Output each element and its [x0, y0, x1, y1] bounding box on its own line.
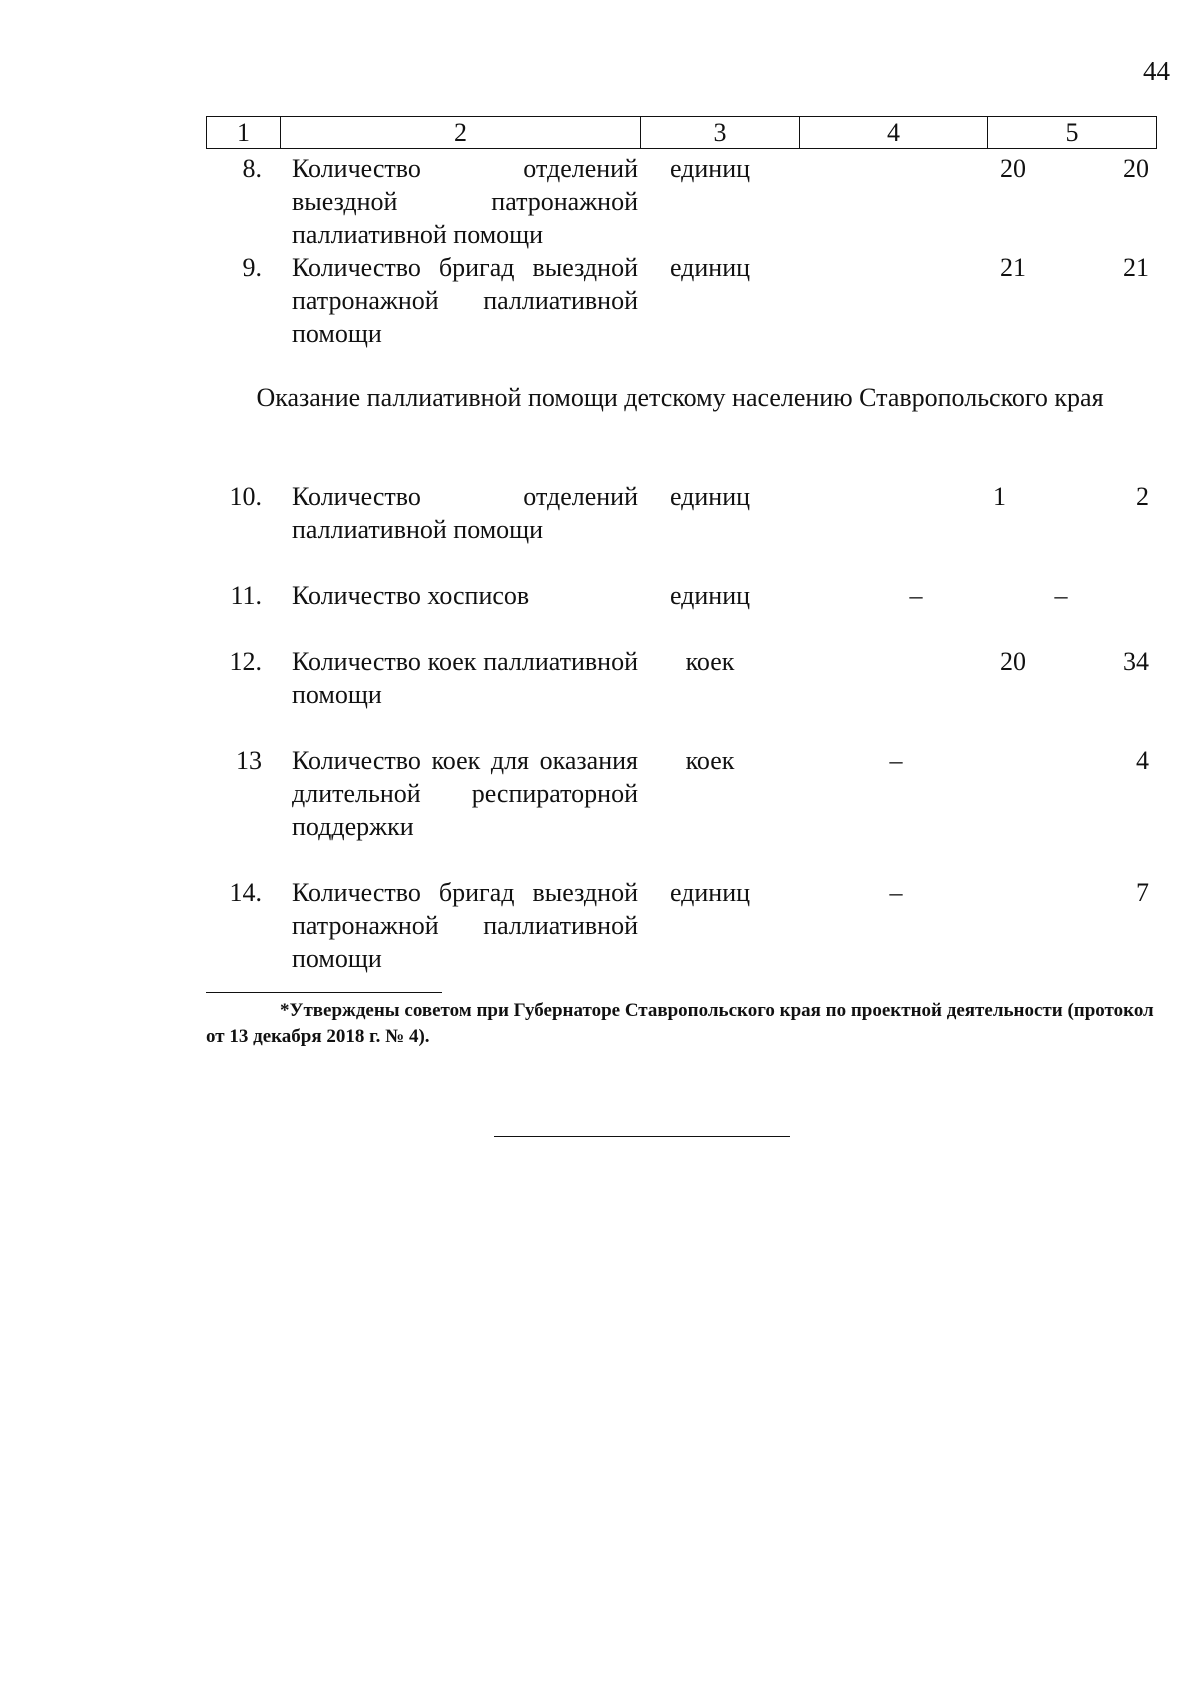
row-value-col5: 7 [1136, 878, 1149, 907]
row-description: Количество отделений выездной патронажной паллиативной помощи [292, 154, 638, 249]
column-header-5: 5 [1065, 117, 1079, 147]
row-unit: единиц [669, 581, 751, 610]
footnote [206, 998, 1164, 1050]
section-heading: Оказание паллиативной помощи детскому населению Ставропольского края [256, 383, 1104, 412]
footnote-separator [206, 992, 442, 993]
row-value-col4: 20 [1000, 647, 1026, 676]
row-value-col4: 1 [993, 482, 1006, 511]
row-number: 14. [229, 878, 262, 907]
row-value-col4: – [909, 581, 923, 610]
column-header-1: 1 [207, 117, 281, 148]
row-unit: единиц [669, 878, 751, 907]
end-of-section-rule [494, 1136, 790, 1137]
footnote-line-2: от 13 декабря 2018 г. № 4). [206, 1026, 430, 1047]
column-header-3: 3 [641, 117, 800, 148]
row-unit: коек [685, 746, 735, 775]
row-value-col5: 20 [1123, 154, 1149, 183]
footnote-line-1: *Утверждены советом при Губернаторе Ставропольского края по проектной деятельности (протокол [280, 1000, 1154, 1021]
row-value-col5: 21 [1123, 253, 1149, 282]
row-value-col4: 21 [1000, 253, 1026, 282]
table-header [206, 116, 1157, 149]
row-number: 12. [229, 647, 262, 676]
row-description: Количество хосписов [292, 581, 530, 610]
row-number: 10. [229, 482, 262, 511]
row-number: 9. [242, 253, 262, 282]
row-value-col5: 4 [1136, 746, 1149, 775]
row-value-col4: 20 [1000, 154, 1026, 183]
row-description: Количество бригад выездной патронажной паллиативной помощи [292, 253, 638, 348]
row-value-col5: – [1054, 581, 1068, 610]
row-value-col5: 2 [1136, 482, 1149, 511]
row-unit: единиц [669, 154, 751, 183]
row-value-col4: – [889, 746, 903, 775]
page-number: 44 [1143, 56, 1170, 86]
row-unit: коек [685, 647, 735, 676]
column-header-4: 4 [800, 117, 988, 148]
row-value-col4: – [889, 878, 903, 907]
row-description: Количество бригад выездной патронажной паллиативной помощи [292, 878, 638, 973]
row-description: Количество коек паллиативной помощи [292, 647, 638, 709]
row-value-col5: 34 [1123, 647, 1149, 676]
row-number: 8. [242, 154, 262, 183]
row-description: Количество отделений паллиативной помощи [292, 482, 638, 544]
row-number: 11. [230, 581, 262, 610]
row-unit: единиц [669, 482, 751, 511]
column-header-2: 2 [281, 117, 641, 148]
row-number: 13 [236, 746, 262, 775]
row-description: Количество коек для оказания длительной респираторной поддержки [292, 746, 638, 841]
row-unit: единиц [669, 253, 751, 282]
